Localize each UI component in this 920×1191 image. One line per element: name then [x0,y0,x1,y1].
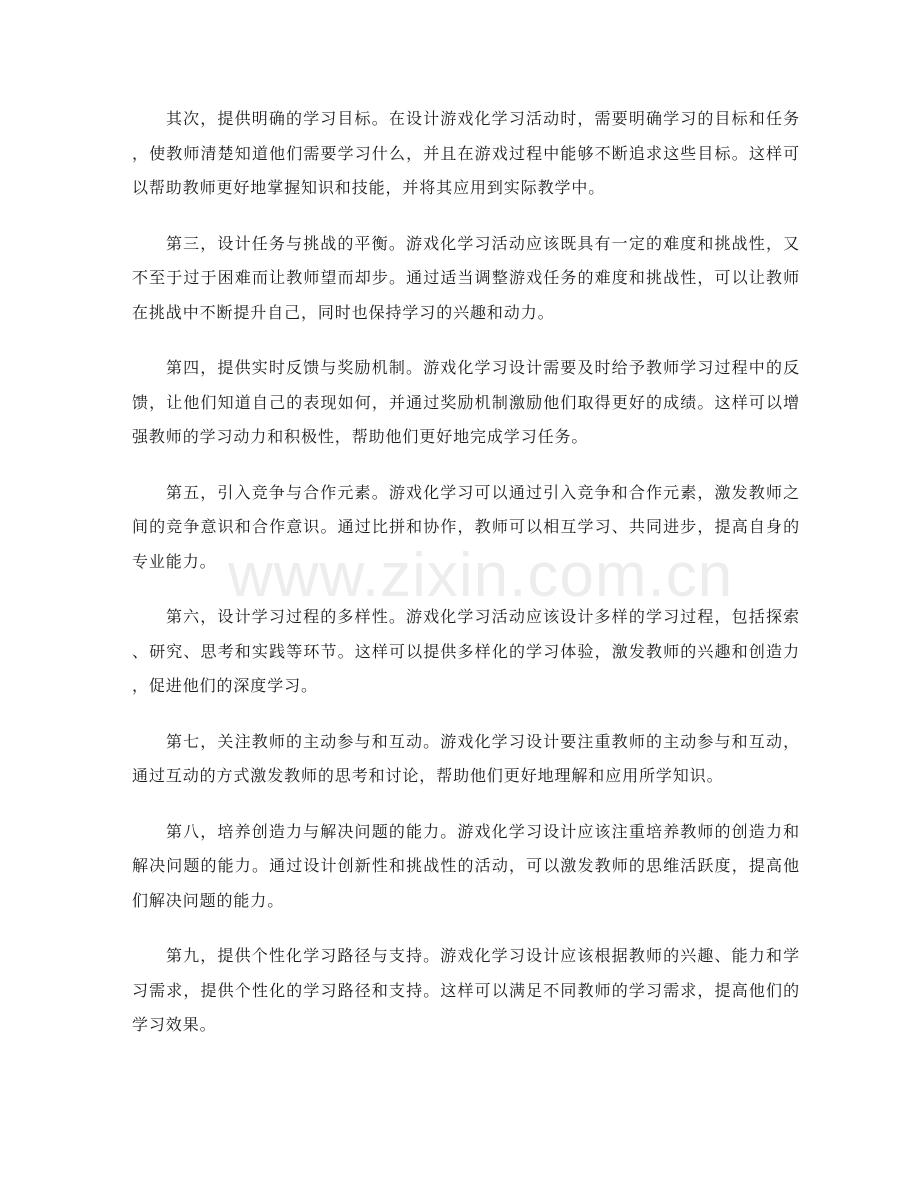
paragraph-8: 第九，提供个性化学习路径与支持。游戏化学习设计应该根据教师的兴趣、能力和学习需求，提供个性化的学习路径和支持。这样可以满足不同教师的学习需求，提高他们的学习效果。 [132,946,800,1034]
paragraph-4: 第五，引入竞争与合作元素。游戏化学习可以通过引入竞争和合作元素，激发教师之间的竞争意识和合作意识。通过比拼和协作，教师可以相互学习、共同进步，提高自身的专业能力。 [132,482,800,571]
paragraph-7: 第八，培养创造力与解决问题的能力。游戏化学习设计应该注重培养教师的创造力和解决问题的能力。通过设计创新性和挑战性的活动，可以激发教师的思维活跃度，提高他们解决问题的能力。 [132,821,800,910]
watermark: www.zixin.com.cn [228,541,734,610]
document-body [132,102,800,1064]
paragraph-1: 其次，提供明确的学习目标。在设计游戏化学习活动时，需要明确学习的目标和任务，使教师清楚知道他们需要学习什么，并且在游戏过程中能够不断追求这些目标。这样可以帮助教师更好地掌握知识和技能，并将其应用到实际教学中。 [132,109,800,197]
paragraph-2: 第三，设计任务与挑战的平衡。游戏化学习活动应该既具有一定的难度和挑战性，又不至于过于困难而让教师望而却步。通过适当调整游戏任务的难度和挑战性，可以让教师在挑战中不断提升自己，同时也保持学习的兴趣和动力。 [132,233,800,322]
paragraph-6: 第七，关注教师的主动参与和互动。游戏化学习设计要注重教师的主动参与和互动，通过互动的方式激发教师的思考和讨论，帮助他们更好地理解和应用所学知识。 [132,731,800,785]
paragraph-3: 第四，提供实时反馈与奖励机制。游戏化学习设计需要及时给予教师学习过程中的反馈，让他们知道自己的表现如何，并通过奖励机制激励他们取得更好的成绩。这样可以增强教师的学习动力和积极性，帮助他们更好地完成学习任务。 [132,358,800,446]
paragraph-5: 第六，设计学习过程的多样性。游戏化学习活动应该设计多样的学习过程，包括探索、研究、思考和实践等环节。这样可以提供多样化的学习体验，激发教师的兴趣和创造力，促进他们的深度学习。 [132,607,800,695]
